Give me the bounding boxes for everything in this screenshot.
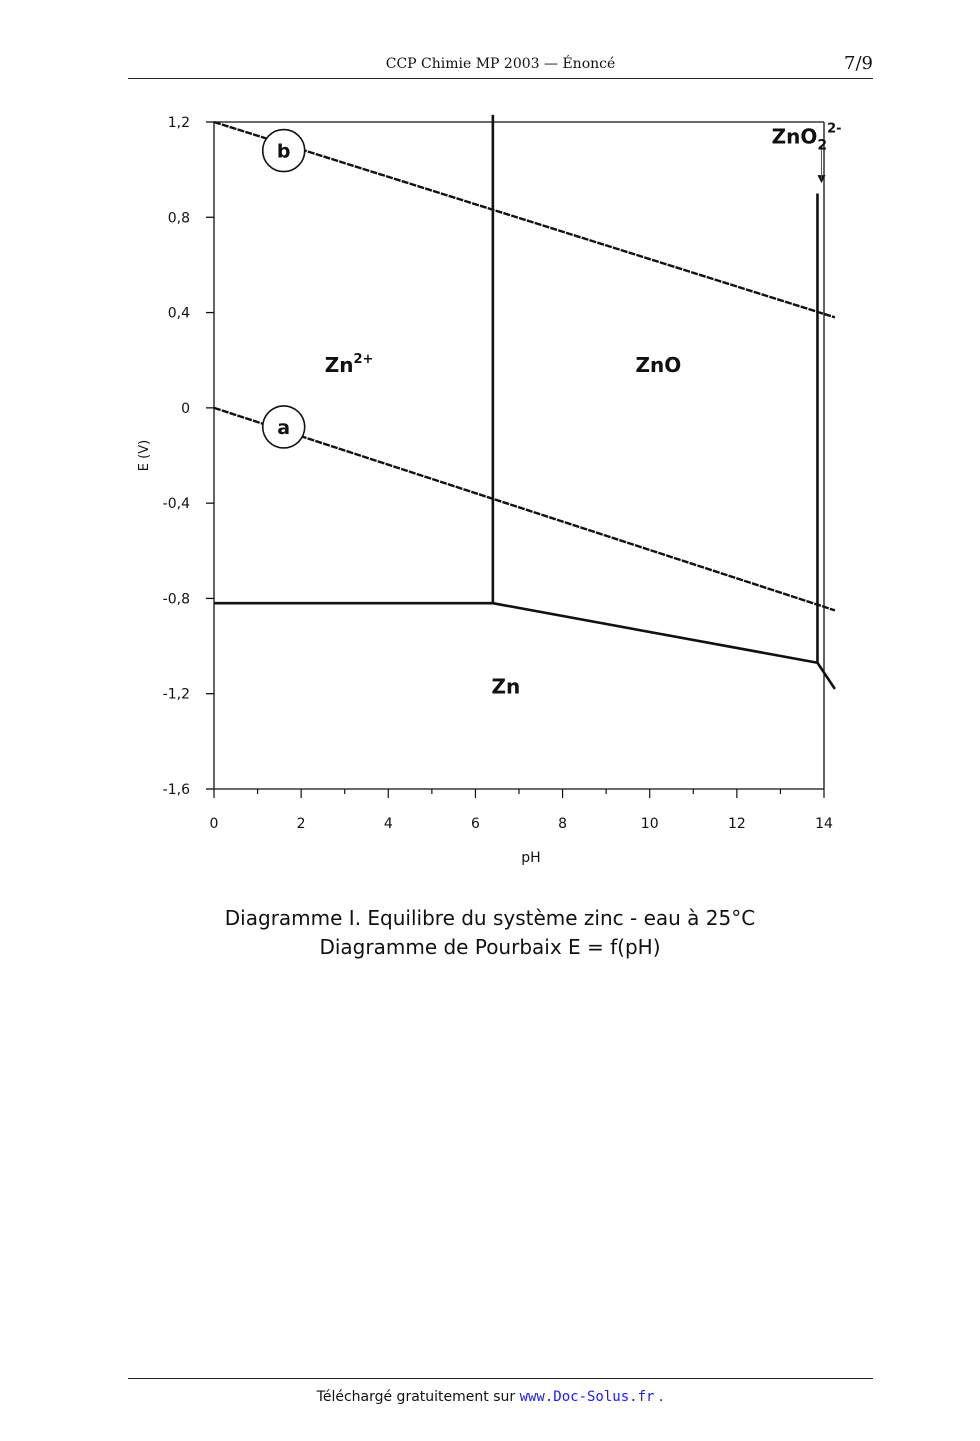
x-tick-label: 14 bbox=[815, 816, 833, 832]
region-label-Zn: Zn bbox=[491, 674, 521, 699]
series-line-a bbox=[214, 408, 835, 610]
header-title: CCP Chimie MP 2003 — Énoncé bbox=[385, 56, 616, 72]
region-label-ZnO22-: ZnO$_2^{2-}$ bbox=[771, 121, 842, 154]
caption-line-1: Diagramme I. Equilibre du système zinc - eau à 25°C bbox=[224, 906, 756, 930]
marker-label-b: b bbox=[276, 140, 291, 163]
x-tick-label: 2 bbox=[296, 816, 306, 832]
series-line-b bbox=[214, 122, 835, 317]
y-tick-label: -0,8 bbox=[162, 591, 190, 608]
y-tick-label: 0,8 bbox=[167, 210, 190, 227]
region-label-Zn2+: $Zn^{2+}$ bbox=[324, 352, 374, 378]
y-tick-label: -0,4 bbox=[162, 496, 190, 513]
x-tick-label: 6 bbox=[470, 816, 480, 832]
footer-link[interactable]: www.Doc-Solus.fr bbox=[519, 1389, 655, 1405]
footer-suffix: . bbox=[654, 1389, 664, 1405]
y-tick-label: -1,2 bbox=[162, 686, 190, 703]
y-tick-label: -1,6 bbox=[162, 782, 190, 798]
x-tick-label: 4 bbox=[383, 816, 393, 832]
region-label-ZnO: ZnO bbox=[635, 353, 682, 378]
y-tick-label: 1,2 bbox=[167, 115, 190, 131]
y-tick-label: 0,4 bbox=[167, 305, 190, 322]
boundary-line-2 bbox=[214, 603, 835, 689]
page-number: 7/9 bbox=[844, 53, 873, 74]
caption-line-2: Diagramme de Pourbaix E = f(pH) bbox=[319, 935, 661, 959]
x-axis-label: pH bbox=[521, 850, 541, 866]
footer-text: Téléchargé gratuitement sur bbox=[316, 1389, 520, 1405]
y-tick-label: 0 bbox=[181, 400, 190, 417]
footer bbox=[0, 1389, 980, 1405]
x-tick-label: 10 bbox=[640, 816, 659, 832]
marker-label-a: a bbox=[277, 416, 291, 439]
x-tick-label: 8 bbox=[558, 816, 568, 832]
x-tick-label: 12 bbox=[727, 816, 746, 832]
y-axis-label: E (V) bbox=[137, 439, 152, 472]
x-tick-label: 0 bbox=[209, 816, 219, 832]
footer-rule bbox=[128, 1378, 873, 1379]
